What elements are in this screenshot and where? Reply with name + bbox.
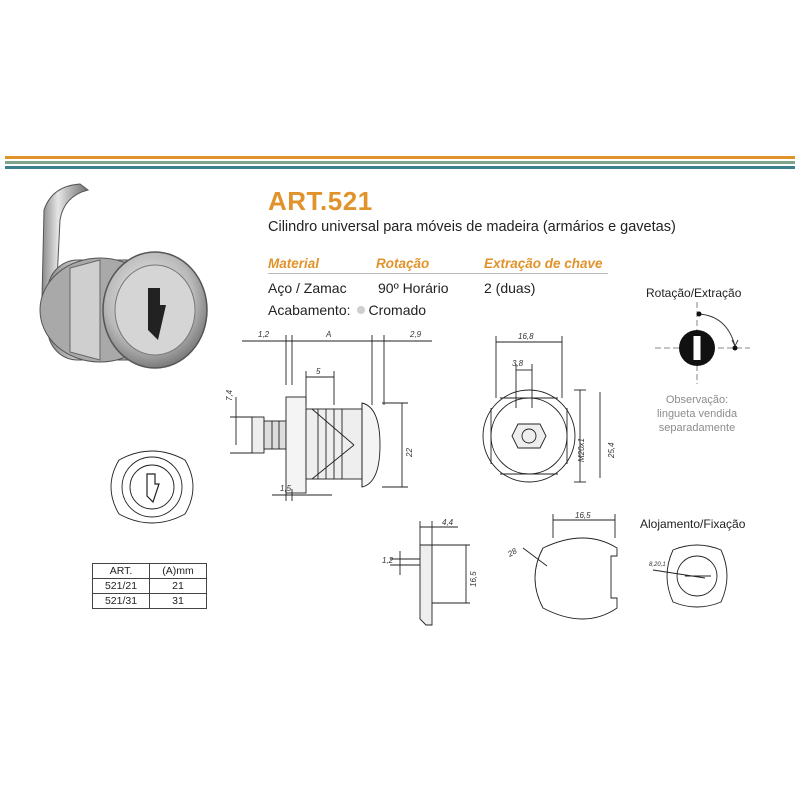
side-view-drawing bbox=[222, 325, 442, 510]
rotation-title: Rotação/Extração bbox=[646, 286, 742, 300]
table-cell: 21 bbox=[150, 579, 207, 594]
table-row bbox=[93, 579, 207, 594]
front-face-drawing bbox=[97, 432, 207, 542]
dim-label: M20x1 bbox=[577, 437, 586, 462]
note-line: lingueta vendida bbox=[656, 408, 738, 420]
dim-label: 4,4 bbox=[442, 518, 454, 527]
dim-label: 3,8 bbox=[512, 359, 524, 368]
table-header-row bbox=[93, 564, 207, 579]
stripe-teal bbox=[5, 166, 795, 169]
dim-label: 22 bbox=[405, 448, 414, 457]
housing-drawing bbox=[505, 508, 625, 633]
table-cell: 521/31 bbox=[93, 594, 150, 609]
dim-label: 25,4 bbox=[607, 442, 616, 458]
table-cell: 521/21 bbox=[93, 579, 150, 594]
dim-label: 1,2 bbox=[382, 556, 394, 565]
note-line: separadamente bbox=[658, 422, 736, 434]
dim-label: 5 bbox=[316, 367, 321, 376]
product-title: ART.521 bbox=[268, 186, 373, 216]
dim-label: 16,5 bbox=[469, 571, 478, 587]
spec-header-material: Material bbox=[268, 256, 320, 271]
cam-drawing bbox=[380, 515, 490, 630]
dim-label: 16,8 bbox=[518, 332, 534, 341]
spec-value-material: Aço / Zamac bbox=[268, 280, 347, 296]
finish-value: Cromado bbox=[368, 302, 427, 318]
spec-value-extraction: 2 (duas) bbox=[484, 280, 536, 296]
table-cell: 31 bbox=[150, 594, 207, 609]
dim-label: 1,5 bbox=[280, 484, 292, 493]
product-subtitle: Cilindro universal para móveis de madeira (armários e gavetas) bbox=[268, 219, 676, 235]
front-view-drawing bbox=[470, 328, 640, 508]
table-header-cell: ART. bbox=[93, 564, 150, 579]
dim-label: 2,9 bbox=[410, 330, 422, 339]
spec-header-rotation: Rotação bbox=[376, 256, 430, 271]
rotation-note bbox=[652, 393, 742, 435]
spec-divider bbox=[268, 273, 608, 274]
mounting-title: Alojamento/Fixação bbox=[640, 517, 746, 531]
dim-label: 16,5 bbox=[575, 511, 591, 520]
table-header-cell: (A)mm bbox=[150, 564, 207, 579]
note-line: Observação: bbox=[665, 394, 729, 406]
finish-label: Acabamento: bbox=[268, 302, 351, 318]
dim-label: 8,20,1 bbox=[649, 562, 666, 568]
finish-row bbox=[268, 302, 426, 318]
header-stripes bbox=[5, 156, 795, 171]
dim-label: 1,2 bbox=[258, 330, 270, 339]
rotation-diagram bbox=[655, 300, 755, 385]
table-row bbox=[93, 594, 207, 609]
stripe-orange bbox=[5, 156, 795, 159]
dim-label: A bbox=[326, 330, 332, 339]
spec-value-rotation: 90º Horário bbox=[378, 280, 449, 296]
spec-header-extraction: Extração de chave bbox=[484, 256, 603, 271]
dim-label: 28 bbox=[506, 546, 519, 559]
dim-label: 7,4 bbox=[225, 389, 234, 401]
chrome-swatch-icon bbox=[357, 306, 365, 314]
lock-photo bbox=[30, 180, 230, 395]
article-table bbox=[92, 563, 207, 609]
mounting-drawing bbox=[645, 534, 745, 624]
stripe-green bbox=[5, 161, 795, 164]
